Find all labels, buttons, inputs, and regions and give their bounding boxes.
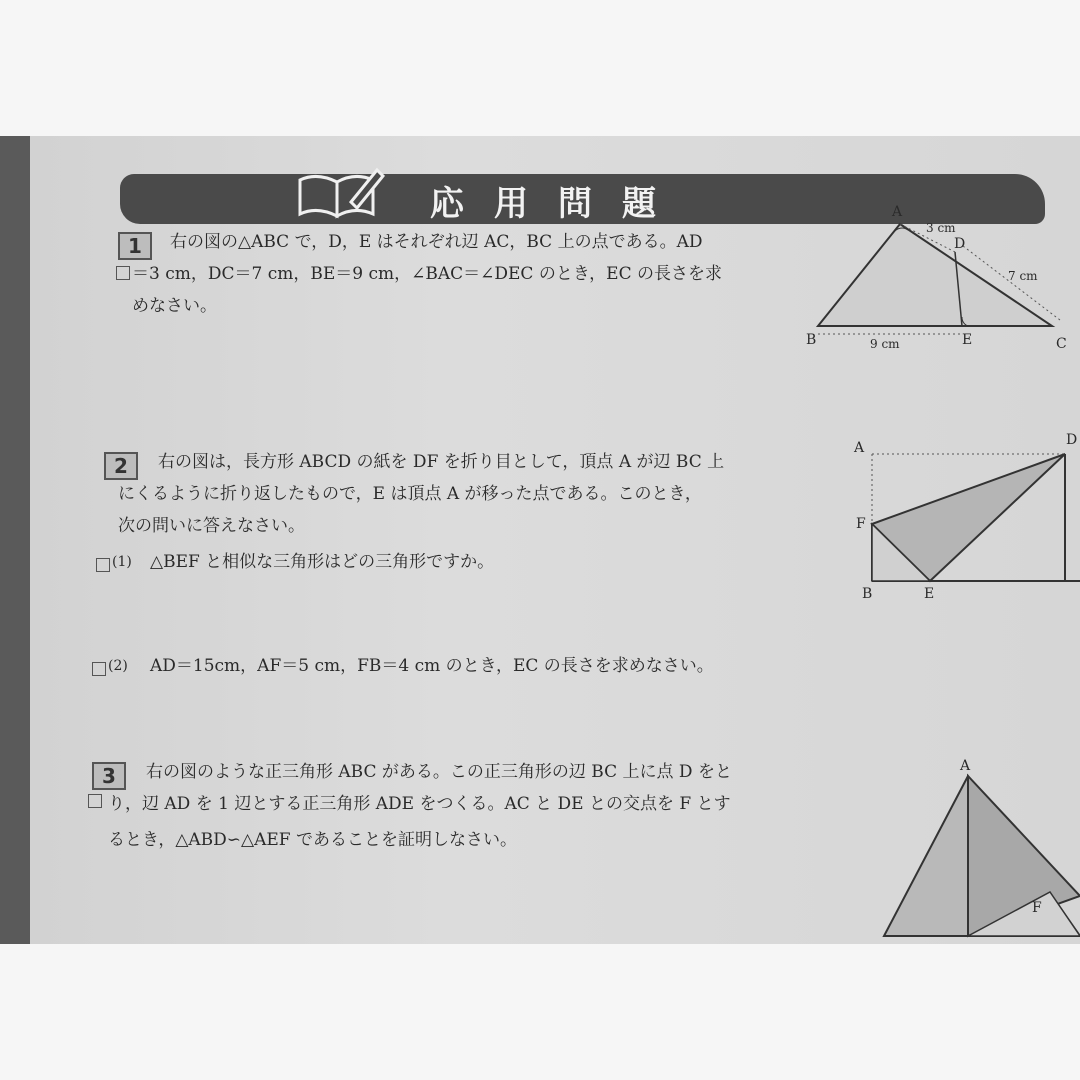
- problem-number-1: 1: [118, 232, 152, 260]
- label-d: D: [1066, 432, 1078, 448]
- figure-problem-2: [850, 432, 1080, 606]
- figure-problem-1: [790, 196, 1080, 356]
- problem-number-2: 2: [104, 452, 138, 480]
- label-b: B: [862, 586, 873, 602]
- problem-3-line-3: るとき，△ABD∽△AEF であることを証明しなさい。: [108, 830, 517, 850]
- textbook-page: [0, 136, 1080, 944]
- label-a: A: [892, 204, 903, 220]
- problem-number-3: 3: [92, 762, 126, 790]
- checkbox-subquestion-1[interactable]: [96, 558, 110, 572]
- problem-2-line-3: 次の問いに答えなさい。: [118, 516, 305, 536]
- figure-problem-3: [880, 756, 1080, 944]
- problem-2-line-2: にくるように折り返したもので，E は頂点 A が移った点である。このとき，: [118, 484, 702, 504]
- photo-background-top: [0, 0, 1080, 136]
- label-c: C: [1056, 336, 1067, 352]
- checkbox-problem-1[interactable]: [116, 266, 130, 280]
- label-be-length: 9 cm: [870, 337, 900, 351]
- problem-1-line-3: めなさい。: [132, 296, 217, 316]
- label-b: B: [806, 332, 817, 348]
- label-e: E: [924, 586, 935, 602]
- problem-3-line-2: り，辺 AD を 1 辺とする正三角形 ADE をつくる。AC と DE との交点を F とす: [108, 794, 731, 814]
- page-edge-shadow: [0, 136, 30, 944]
- label-dc-length: 7 cm: [1008, 269, 1038, 283]
- problem-1-line-2: ＝3 cm，DC＝7 cm，BE＝9 cm，∠BAC＝∠DEC のとき，EC の長さを求: [132, 264, 722, 284]
- subquestion-1-text: △BEF と相似な三角形はどの三角形ですか。: [150, 552, 495, 572]
- label-d: D: [954, 236, 966, 252]
- label-a: A: [854, 440, 865, 456]
- subquestion-2-text: AD＝15cm，AF＝5 cm，FB＝4 cm のとき，EC の長さを求めなさい。: [150, 656, 714, 676]
- label-a: A: [960, 758, 971, 774]
- checkbox-problem-3[interactable]: [88, 794, 102, 808]
- checkbox-subquestion-2[interactable]: [92, 662, 106, 676]
- subquestion-1-number: (1): [112, 554, 132, 570]
- photo-background-bottom: [0, 944, 1080, 1080]
- open-book-pencil-icon: [295, 166, 385, 222]
- problem-3-line-1: 右の図のような正三角形 ABC がある。この正三角形の辺 BC 上に点 D をと: [146, 762, 732, 782]
- problem-2-line-1: 右の図は，長方形 ABCD の紙を DF を折り目として，頂点 A が辺 BC 上: [158, 452, 725, 472]
- label-f: F: [856, 516, 866, 532]
- problem-1-line-1: 右の図の△ABC で，D，E はそれぞれ辺 AC，BC 上の点である。AD: [170, 232, 703, 252]
- section-title: 応用問題: [430, 184, 686, 224]
- label-f: F: [1032, 900, 1042, 916]
- subquestion-2-number: (2): [108, 658, 128, 674]
- label-ad-length: 3 cm: [926, 221, 956, 235]
- label-e: E: [962, 332, 973, 348]
